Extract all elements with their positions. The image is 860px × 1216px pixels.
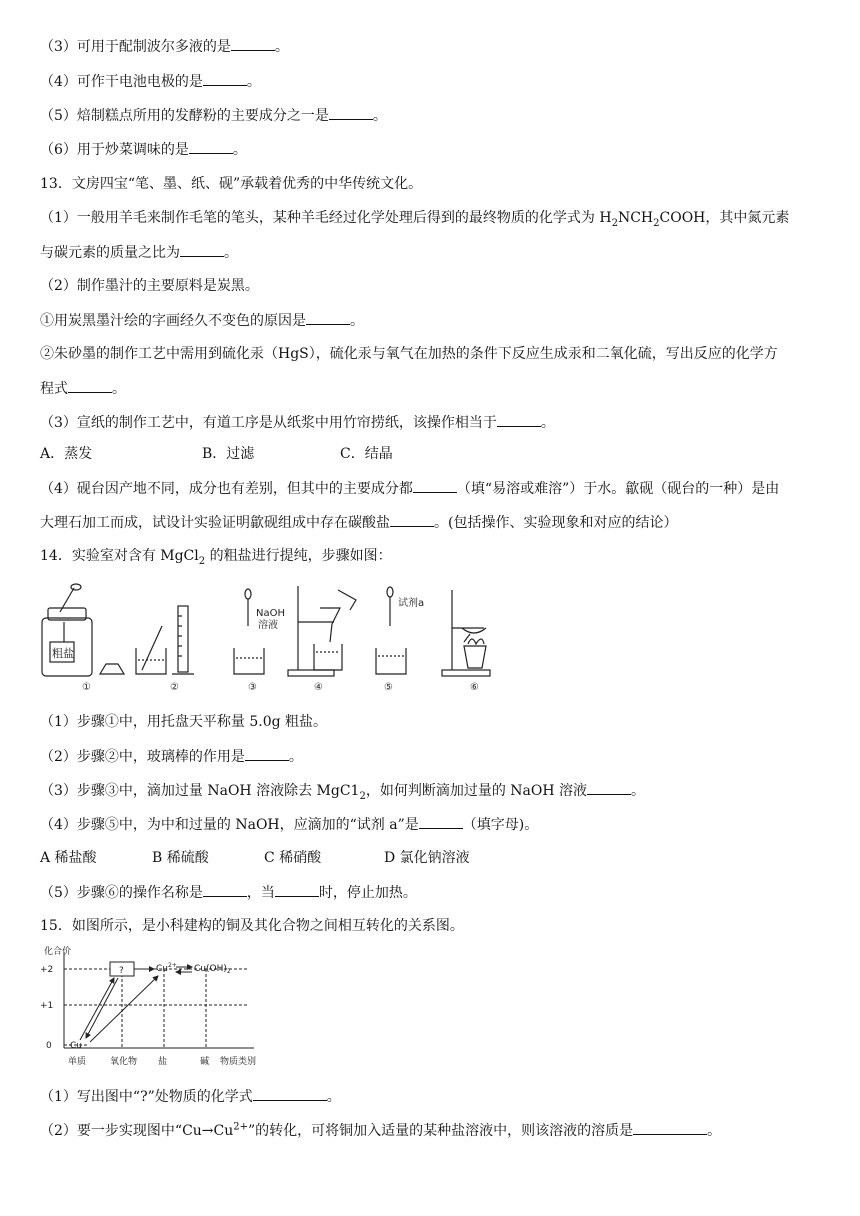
unknown-label: ? <box>119 966 124 976</box>
dropper-icon <box>387 587 393 626</box>
arrow <box>90 976 158 1042</box>
answer-blank[interactable] <box>253 1086 327 1101</box>
q13-part2-sub1: ①用炭黑墨汁绘的字画经久不变色的原因是 。 <box>40 310 830 331</box>
arrow <box>80 978 114 1040</box>
answer-blank[interactable] <box>497 412 541 427</box>
naoh-label: NaOH <box>256 608 285 619</box>
measuring-cylinder-icon <box>172 606 194 674</box>
q13-part2-sub2-line2: 程式 。 <box>40 378 830 399</box>
y-tick: 0 <box>46 1041 52 1051</box>
step-label: ③ <box>248 682 257 693</box>
reagent-jar-icon <box>42 584 92 676</box>
answer-blank[interactable] <box>413 478 457 493</box>
answer-blank[interactable] <box>203 71 247 86</box>
answer-blank[interactable] <box>189 139 233 154</box>
q13-part1-line1: （1）一般用羊毛来制作毛笔的笔头，某种羊毛经过化学处理后得到的最终物质的化学式为 $H_2NCH_2COOH$，其中氮元素 <box>40 210 790 229</box>
answer-blank[interactable] <box>306 310 350 325</box>
q13-part4-line1: （4）砚台因产地不同，成分也有差别，但其中的主要成分都 （填“易溶或难溶”）于水。歙砚（砚台的一种）是由 <box>40 478 830 499</box>
q14-part1: （1）步骤①中，用托盘天平称量 5.0g 粗盐。 <box>40 714 328 730</box>
option-d[interactable]: D 氯化钠溶液 <box>384 850 470 866</box>
answer-blank[interactable] <box>245 746 289 761</box>
q14-part5: （5）步骤⑥的操作名称是 ，当 时，停止加热。 <box>40 882 830 903</box>
arrow <box>86 978 118 1038</box>
step-label: ⑥ <box>470 682 479 693</box>
q14-part3: （3）步骤③中，滴加过量 NaOH 溶液除去 $MgC1_2$，如何判断滴加过量的 NaOH 溶液 。 <box>40 780 830 801</box>
q12-item-6: （6）用于炒菜调味的是 。 <box>40 139 830 160</box>
beaker-glass-rod-icon <box>136 626 166 674</box>
filtration-setup-icon <box>288 586 356 676</box>
option-a[interactable]: A 稀盐酸 <box>40 850 97 866</box>
x-axis-label: 物质类别 <box>220 1057 257 1067</box>
copper-valence-diagram <box>38 944 278 1072</box>
weighing-paper-icon <box>100 664 124 674</box>
cuoh2-label: $Cu(OH)_2$ <box>194 964 231 975</box>
option-c[interactable]: C．结晶 <box>340 446 393 462</box>
answer-blank[interactable] <box>633 1120 707 1135</box>
answer-blank[interactable] <box>68 378 112 393</box>
q13-part2-sub2-line1: ②朱砂墨的制作工艺中需用到硫化汞（HgS），硫化汞与氧气在加热的条件下反应生成汞和二氧化硫，写出反应的化学方 <box>40 346 778 362</box>
q12-item-5: （5）焙制糕点所用的发酵粉的主要成分之一是 。 <box>40 105 830 126</box>
q13-part4-line2: 大理石加工而成，试设计实验证明歙砚组成中存在碳酸盐 。(包括操作、实验现象和对应的结论） <box>40 512 830 533</box>
y-axis-label: 化合价 <box>44 947 72 957</box>
option-b[interactable]: B．过滤 <box>202 446 255 462</box>
step-label: ④ <box>314 682 323 693</box>
beaker-icon <box>376 648 406 674</box>
evaporation-setup-icon <box>442 590 490 676</box>
q13-title: 13．文房四宝“笔、墨、纸、砚”承载着优秀的中华传统文化。 <box>40 176 423 192</box>
q14-part2: （2）步骤②中，玻璃棒的作用是 。 <box>40 746 830 767</box>
x-tick: 盐 <box>158 1057 168 1067</box>
option-a[interactable]: A．蒸发 <box>40 446 93 462</box>
q12-item-4: （4）可作干电池电极的是 。 <box>40 71 830 92</box>
reagent-label: 试剂a <box>398 598 425 609</box>
q15-part1: （1）写出图中“?”处物质的化学式 。 <box>40 1086 830 1107</box>
option-c[interactable]: C 稀硝酸 <box>264 850 322 866</box>
y-tick: +1 <box>40 1001 54 1011</box>
salt-purification-figure <box>38 582 498 694</box>
step-label: ⑤ <box>384 682 393 693</box>
answer-blank[interactable] <box>329 105 373 120</box>
answer-blank[interactable] <box>390 512 434 527</box>
q14-part4: （4）步骤⑤中，为中和过量的 NaOH，应滴加的“试剂 a”是 （填字母)。 <box>40 814 830 835</box>
x-tick: 碱 <box>200 1057 210 1067</box>
x-tick: 单质 <box>68 1057 87 1067</box>
q15-part2: （2）要一步实现图中“$Cu\to Cu^{2+}$”的转化，可将铜加入适量的某种盐溶液中，则该溶液的溶质是 。 <box>40 1121 722 1139</box>
step-label: ② <box>170 682 179 693</box>
q12-item-3: （3）可用于配制波尔多液的是 。 <box>40 36 830 57</box>
answer-blank[interactable] <box>275 882 319 897</box>
answer-blank[interactable] <box>203 882 247 897</box>
answer-blank[interactable] <box>231 36 275 51</box>
q13-part3: （3）宣纸的制作工艺中，有道工序是从纸浆中用竹帘捞纸，该操作相当于 。 <box>40 412 830 433</box>
option-b[interactable]: B 稀硫酸 <box>152 850 209 866</box>
answer-blank[interactable] <box>180 242 224 257</box>
y-tick: +2 <box>40 965 54 975</box>
answer-blank[interactable] <box>587 780 631 795</box>
cu-label: Cu <box>70 1041 82 1051</box>
q13-part2: （2）制作墨汁的主要原料是炭黑。 <box>40 278 259 294</box>
beaker-icon <box>234 648 264 674</box>
jar-label: 粗盐 <box>52 647 74 660</box>
dropper-icon <box>245 589 251 626</box>
q14-title: 14．实验室对含有 MgCl$_2$ 的粗盐进行提纯，步骤如图： <box>40 548 392 567</box>
answer-blank[interactable] <box>419 814 463 829</box>
x-tick: 氧化物 <box>110 1057 138 1067</box>
step-label: ① <box>82 682 91 693</box>
q13-part1-line2: 与碳元素的质量之比为 。 <box>40 242 830 263</box>
q13-part3-options <box>40 444 830 464</box>
q14-part4-options <box>40 848 830 868</box>
q15-title: 15．如图所示，是小科建构的铜及其化合物之间相互转化的关系图。 <box>40 918 464 934</box>
naoh-label-2: 溶液 <box>258 620 278 631</box>
cu2-label: $Cu^{2+}$ <box>156 962 177 974</box>
